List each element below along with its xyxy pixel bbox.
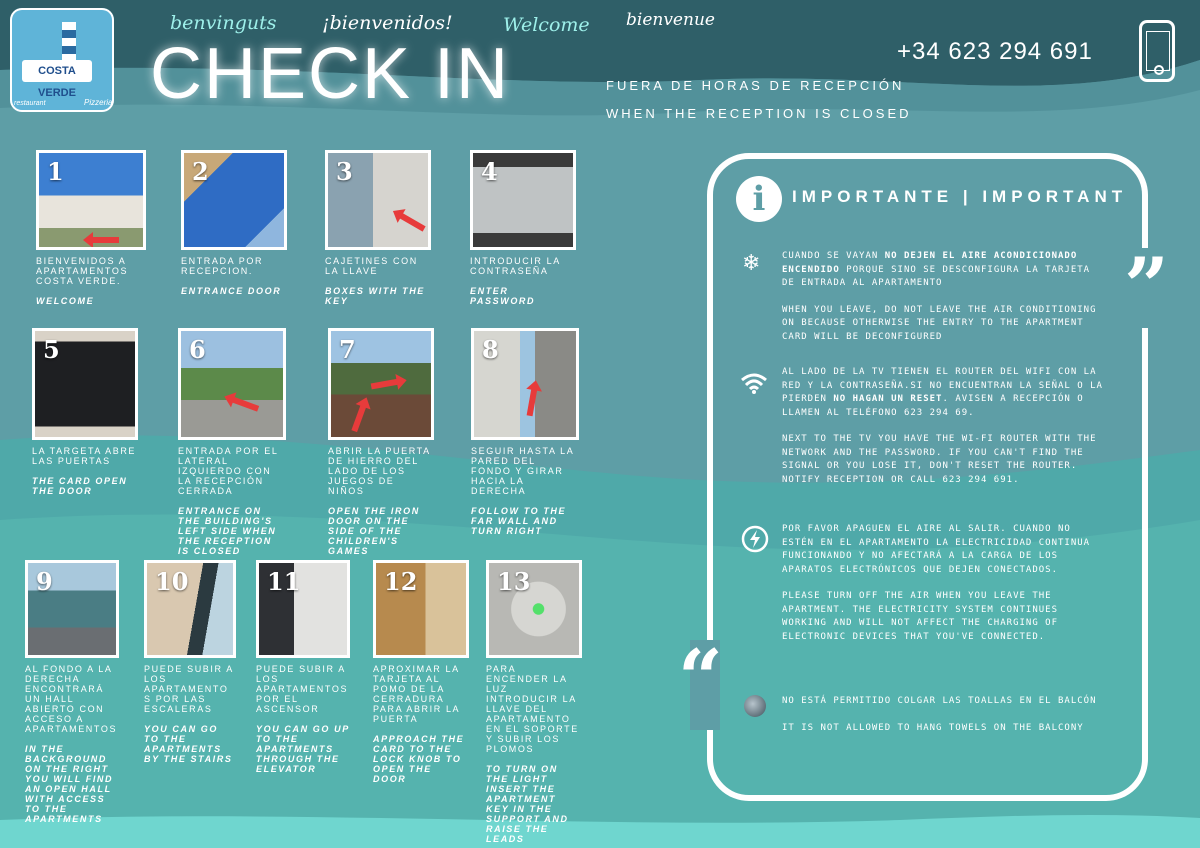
step-text-es: LA TARGETA ABRE LAS PUERTAS (32, 446, 137, 466)
step-number: 12 (384, 567, 418, 596)
step-text-en: APPROACH THE CARD TO THE LOCK KNOB TO OPEN THE DOOR (373, 734, 465, 784)
step-text-en: ENTRANCE DOOR (181, 286, 282, 296)
costa-verde-logo (10, 8, 114, 112)
red-arrow-icon (371, 379, 400, 390)
page-title: CHECK IN (150, 34, 511, 114)
step-photo (178, 328, 286, 440)
step-text-en: OPEN THE IRON DOOR ON THE SIDE OF THE CHILDREN'S GAMES (328, 506, 420, 556)
step-number: 7 (339, 335, 356, 364)
step-9 (25, 560, 119, 824)
step-photo (486, 560, 582, 658)
snowflake-icon: ❄ (742, 250, 761, 275)
step-6 (178, 328, 286, 556)
logo-restaurant: restaurant (14, 100, 46, 107)
step-photo (25, 560, 119, 658)
red-arrow-icon (527, 388, 538, 417)
subtitle-es: FUERA DE HORAS DE RECEPCIÓN (606, 78, 905, 93)
step-8 (471, 328, 579, 536)
note-wifi: AL LADO DE LA TV TIENEN EL ROUTER DEL WIFI CON LA RED Y LA CONTRASEÑA.SI NO ENCUENTRAN LA SEÑAL O LA PIERDEN NO HAGAN UN RESET. AVISEN A RECEPCIÓN O LLAMEN AL TELÉFONO 623 294 69. NEXT TO THE TV YOU HAVE THE WI-FI ROUTER WITH THE NETWORK AND THE PASSWORD. IF YOU CAN'T FIND THE SIGNAL OR YOU LOSE IT, DON'T RESET THE ROUTER. NOTIFY RECEPTION OR CALL 623 294 691. (782, 367, 1103, 485)
step-text-es: ABRIR LA PUERTA DE HIERRO DEL LADO DE LOS JUEGOS DE NIÑOS (328, 446, 431, 496)
greeting-catalan: benvinguts (170, 12, 277, 34)
step-text-es: SEGUIR HASTA LA PARED DEL FONDO Y GIRAR HACIA LA DERECHA (471, 446, 574, 496)
red-arrow-icon (398, 212, 425, 231)
step-number: 5 (43, 335, 60, 364)
step-text-es: ENTRADA POR EL LATERAL IZQUIERDO CON LA RECEPCIÓN CERRADA (178, 446, 279, 496)
step-2 (181, 150, 287, 296)
step-photo (181, 150, 287, 250)
important-title: IMPORTANTE | IMPORTANT (792, 187, 1128, 206)
towel-icon (744, 695, 766, 717)
info-icon: i (736, 176, 782, 222)
greeting-spanish: ¡bienvenidos! (322, 12, 453, 34)
step-13 (486, 560, 582, 844)
step-photo (32, 328, 138, 440)
step-text-es: PUEDE SUBIR A LOS APARTAMENTOS POR EL ASCENSOR (256, 664, 349, 714)
step-text-es: APROXIMAR LA TARJETA AL POMO DE LA CERRADURA PARA ABRIR LA PUERTA (373, 664, 460, 724)
step-photo (144, 560, 236, 658)
step-number: 8 (482, 335, 499, 364)
step-text-en: YOU CAN GO UP TO THE APARTMENTS THROUGH THE ELEVATOR (256, 724, 350, 774)
step-photo (328, 328, 434, 440)
step-text-en: IN THE BACKGROUND ON THE RIGHT YOU WILL FIND AN OPEN HALL WITH ACCESS TO THE APARTMENTS (25, 744, 114, 824)
step-number: 1 (47, 157, 64, 186)
close-quote-icon: ” (1124, 241, 1169, 332)
step-photo (471, 328, 579, 440)
smartphone-icon (1139, 20, 1175, 82)
step-7 (328, 328, 434, 556)
greeting-english: Welcome (503, 14, 590, 36)
note-towels: NO ESTÁ PERMITIDO COLGAR LAS TOALLAS EN EL BALCÓN IT IS NOT ALLOWED TO HANG TOWELS ON THE BALCONY (782, 696, 1097, 733)
lighthouse-icon (62, 22, 76, 62)
step-text-en: WELCOME (36, 296, 95, 306)
step-number: 3 (336, 157, 353, 186)
step-text-en: THE CARD OPEN THE DOOR (32, 476, 128, 496)
step-number: 2 (192, 157, 209, 186)
step-photo (256, 560, 350, 658)
subtitle-en: WHEN THE RECEPTION IS CLOSED (606, 106, 912, 121)
step-text-es: CAJETINES CON LA LLAVE (325, 256, 418, 276)
step-number: 11 (267, 567, 301, 596)
step-text-es: PARA ENCENDER LA LUZ INTRODUCIR LA LLAVE DEL APARTAMENTO EN EL SOPORTE Y SUBIR LOS PLOMOS (486, 664, 579, 754)
step-number: 6 (189, 335, 206, 364)
step-number: 4 (481, 157, 498, 186)
greeting-french: bienvenue (626, 10, 715, 30)
red-arrow-icon (91, 237, 119, 243)
step-number: 9 (36, 567, 53, 596)
step-text-en: YOU CAN GO TO THE APARTMENTS BY THE STAIRS (144, 724, 233, 764)
step-number: 13 (497, 567, 531, 596)
step-text-es: AL FONDO A LA DERECHA ENCONTRARÁ UN HALL ABIERTO CON ACCESO A APARTAMENTOS (25, 664, 118, 734)
note-air-conditioning: CUANDO SE VAYAN NO DEJEN EL AIRE ACONDICIONADO ENCENDIDO PORQUE SINO SE DESCONFIGURA LA TARJETA DE ENTRADA AL APARTAMENTO WHEN YOU LEAVE, DO NOT LEAVE THE AIR CONDITIONING ON BECAUSE OTHERWISE THE ENTRY TO THE APARTMENT CARD WILL BE DECONFIGURED (782, 251, 1097, 342)
step-1 (36, 150, 146, 306)
step-number: 10 (155, 567, 189, 596)
step-12 (373, 560, 469, 784)
lightning-icon (741, 525, 769, 553)
step-text-en: BOXES WITH THE KEY (325, 286, 425, 306)
step-text-en: ENTRANCE ON THE BUILDING'S LEFT SIDE WHEN THE RECEPTION IS CLOSED (178, 506, 277, 556)
step-4 (470, 150, 576, 306)
step-photo (36, 150, 146, 250)
step-text-en: TO TURN ON THE LIGHT INSERT THE APARTMENT KEY IN THE SUPPORT AND RAISE THE LEADS (486, 764, 569, 844)
step-photo (325, 150, 431, 250)
step-text-en: ENTER PASSWORD (470, 286, 536, 306)
step-text-es: PUEDE SUBIR A LOS APARTAMENTO S POR LAS ESCALERAS (144, 664, 234, 714)
step-3 (325, 150, 431, 306)
step-10 (144, 560, 236, 764)
red-arrow-icon (351, 404, 366, 432)
step-photo (470, 150, 576, 250)
step-11 (256, 560, 350, 774)
logo-pizzeria: Pizzeria (84, 98, 113, 107)
note-electricity: POR FAVOR APAGUEN EL AIRE AL SALIR. CUANDO NO ESTÉN EN EL APARTAMENTO LA ELECTRICIDAD CONTINUA FUNCIONANDO Y NO AFECTARÁ A LA CARGA DE LOS APARATOS ELECTRÓNICOS QUE DEJEN CONECTADOS. PLEASE TURN OFF THE AIR WHEN YOU LEAVE THE APARTMENT. THE ELECTRICITY SYSTEM CONTINUES WORKING AND WILL NOT AFFECT THE CHARGING OF ELECTRONIC DEVICES THAT YOU'VE CONNECTED. (782, 524, 1091, 642)
step-text-es: ENTRADA POR RECEPCION. (181, 256, 264, 276)
logo-name: COSTA VERDE (22, 60, 92, 82)
step-text-en: FOLLOW TO THE FAR WALL AND TURN RIGHT (471, 506, 567, 536)
step-text-es: INTRODUCIR LA CONTRASEÑA (470, 256, 561, 276)
step-photo (373, 560, 469, 658)
red-arrow-icon (231, 396, 259, 411)
step-5 (32, 328, 138, 496)
open-quote-icon: “ (678, 633, 723, 724)
wifi-icon (740, 372, 768, 394)
step-text-es: BIENVENIDOS A APARTAMENTOS COSTA VERDE. (36, 256, 129, 286)
phone-number[interactable]: +34 623 294 691 (897, 38, 1093, 65)
